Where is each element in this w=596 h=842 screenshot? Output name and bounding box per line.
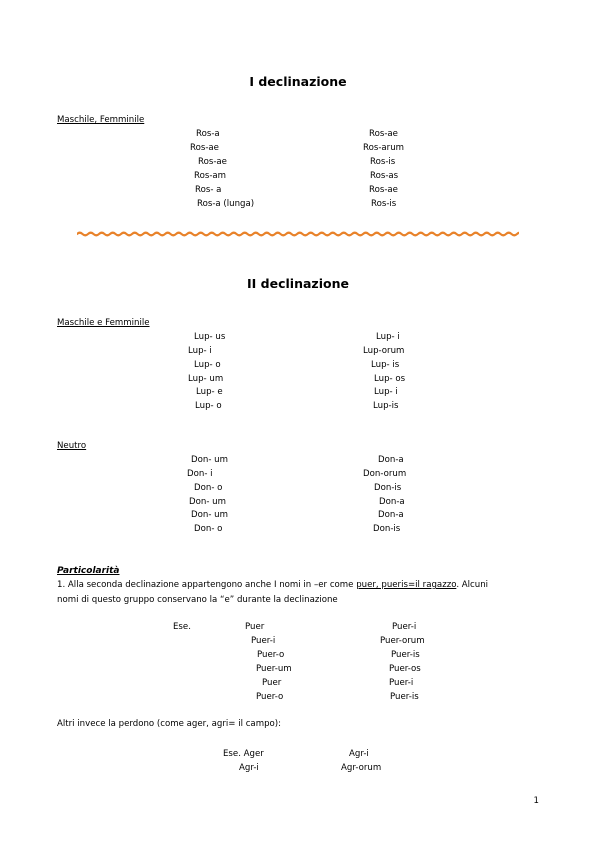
decl1-pl-2: Ros-arum <box>363 143 405 153</box>
neutro-pl-5: Don-a <box>378 510 404 520</box>
decl1-pl-5: Ros-ae <box>369 185 398 195</box>
para1-text-b: . Alcuni <box>456 580 489 590</box>
neutro-pl-2: Don-orum <box>363 469 407 479</box>
decl1-sg-6: Ros-a (lunga) <box>197 199 255 209</box>
neutro-subtitle: Neutro <box>57 441 87 451</box>
decl2-sg-1: Lup- us <box>194 332 226 342</box>
particolarita-paragraph <box>57 578 547 608</box>
page-number: 1 <box>533 796 539 806</box>
neutro-sg-4: Don- um <box>189 497 226 507</box>
puer-pl-5: Puer-i <box>389 678 414 688</box>
ager-row1-left: Ese. Ager <box>223 749 264 759</box>
neutro-pl-6: Don-is <box>373 524 401 534</box>
wavy-divider <box>77 229 519 239</box>
neutro-sg-5: Don- um <box>191 510 228 520</box>
decl1-pl-6: Ros-is <box>371 199 397 209</box>
ager-row2-right: Agr-orum <box>341 763 382 773</box>
decl2-title: II declinazione <box>247 276 349 291</box>
para1-line2: nomi di questo gruppo conservano la “e” durante la declinazione <box>57 595 338 605</box>
decl1-sg-3: Ros-ae <box>198 157 227 167</box>
decl1-pl-3: Ros-is <box>370 157 396 167</box>
puer-pl-2: Puer-orum <box>380 636 425 646</box>
decl2-pl-1: Lup- i <box>376 332 400 342</box>
decl2-pl-5: Lup- i <box>374 387 398 397</box>
puer-pl-6: Puer-is <box>390 692 419 702</box>
decl2-sg-6: Lup- o <box>195 401 222 411</box>
ager-row1-right: Agr-i <box>349 749 369 759</box>
neutro-sg-1: Don- um <box>191 455 228 465</box>
puer-pl-3: Puer-is <box>391 650 420 660</box>
neutro-sg-3: Don- o <box>194 483 223 493</box>
neutro-sg-6: Don- o <box>194 524 223 534</box>
decl2-subtitle: Maschile e Femminile <box>57 318 150 328</box>
para1-example: puer, pueris=il ragazzo <box>356 580 457 590</box>
decl2-sg-5: Lup- e <box>196 387 223 397</box>
decl2-pl-3: Lup- is <box>371 360 400 370</box>
puer-sg-6: Puer-o <box>256 692 284 702</box>
puer-ese-label: Ese. <box>173 622 191 632</box>
decl1-sg-5: Ros- a <box>195 185 222 195</box>
para1-text-a: 1. Alla seconda declinazione appartengono anche I nomi in –er come <box>57 580 357 590</box>
puer-sg-4: Puer-um <box>256 664 292 674</box>
puer-sg-1: Puer <box>245 622 265 632</box>
puer-pl-1: Puer-i <box>392 622 417 632</box>
decl1-sg-4: Ros-am <box>194 171 227 181</box>
decl1-subtitle: Maschile, Femminile <box>57 115 145 125</box>
decl2-sg-2: Lup- i <box>188 346 212 356</box>
decl2-sg-4: Lup- um <box>188 374 224 384</box>
decl1-pl-1: Ros-ae <box>369 129 398 139</box>
decl1-pl-4: Ros-as <box>370 171 399 181</box>
decl2-pl-4: Lup- os <box>374 374 406 384</box>
decl1-sg-1: Ros-a <box>196 129 220 139</box>
neutro-pl-3: Don-is <box>374 483 402 493</box>
puer-sg-2: Puer-i <box>251 636 276 646</box>
decl1-title: I declinazione <box>249 74 347 89</box>
puer-sg-3: Puer-o <box>257 650 285 660</box>
decl2-pl-6: Lup-is <box>373 401 399 411</box>
neutro-pl-4: Don-a <box>379 497 405 507</box>
decl2-pl-2: Lup-orum <box>363 346 405 356</box>
ager-row2-left: Agr-i <box>239 763 259 773</box>
puer-pl-4: Puer-os <box>389 664 421 674</box>
decl2-sg-3: Lup- o <box>194 360 221 370</box>
neutro-sg-2: Don- i <box>187 469 213 479</box>
decl1-sg-2: Ros-ae <box>190 143 219 153</box>
particolarita-subtitle: Particolarità <box>57 566 120 576</box>
puer-sg-5: Puer <box>262 678 282 688</box>
neutro-pl-1: Don-a <box>378 455 404 465</box>
particolarita-paragraph-2: Altri invece la perdono (come ager, agri= il campo): <box>57 719 282 729</box>
